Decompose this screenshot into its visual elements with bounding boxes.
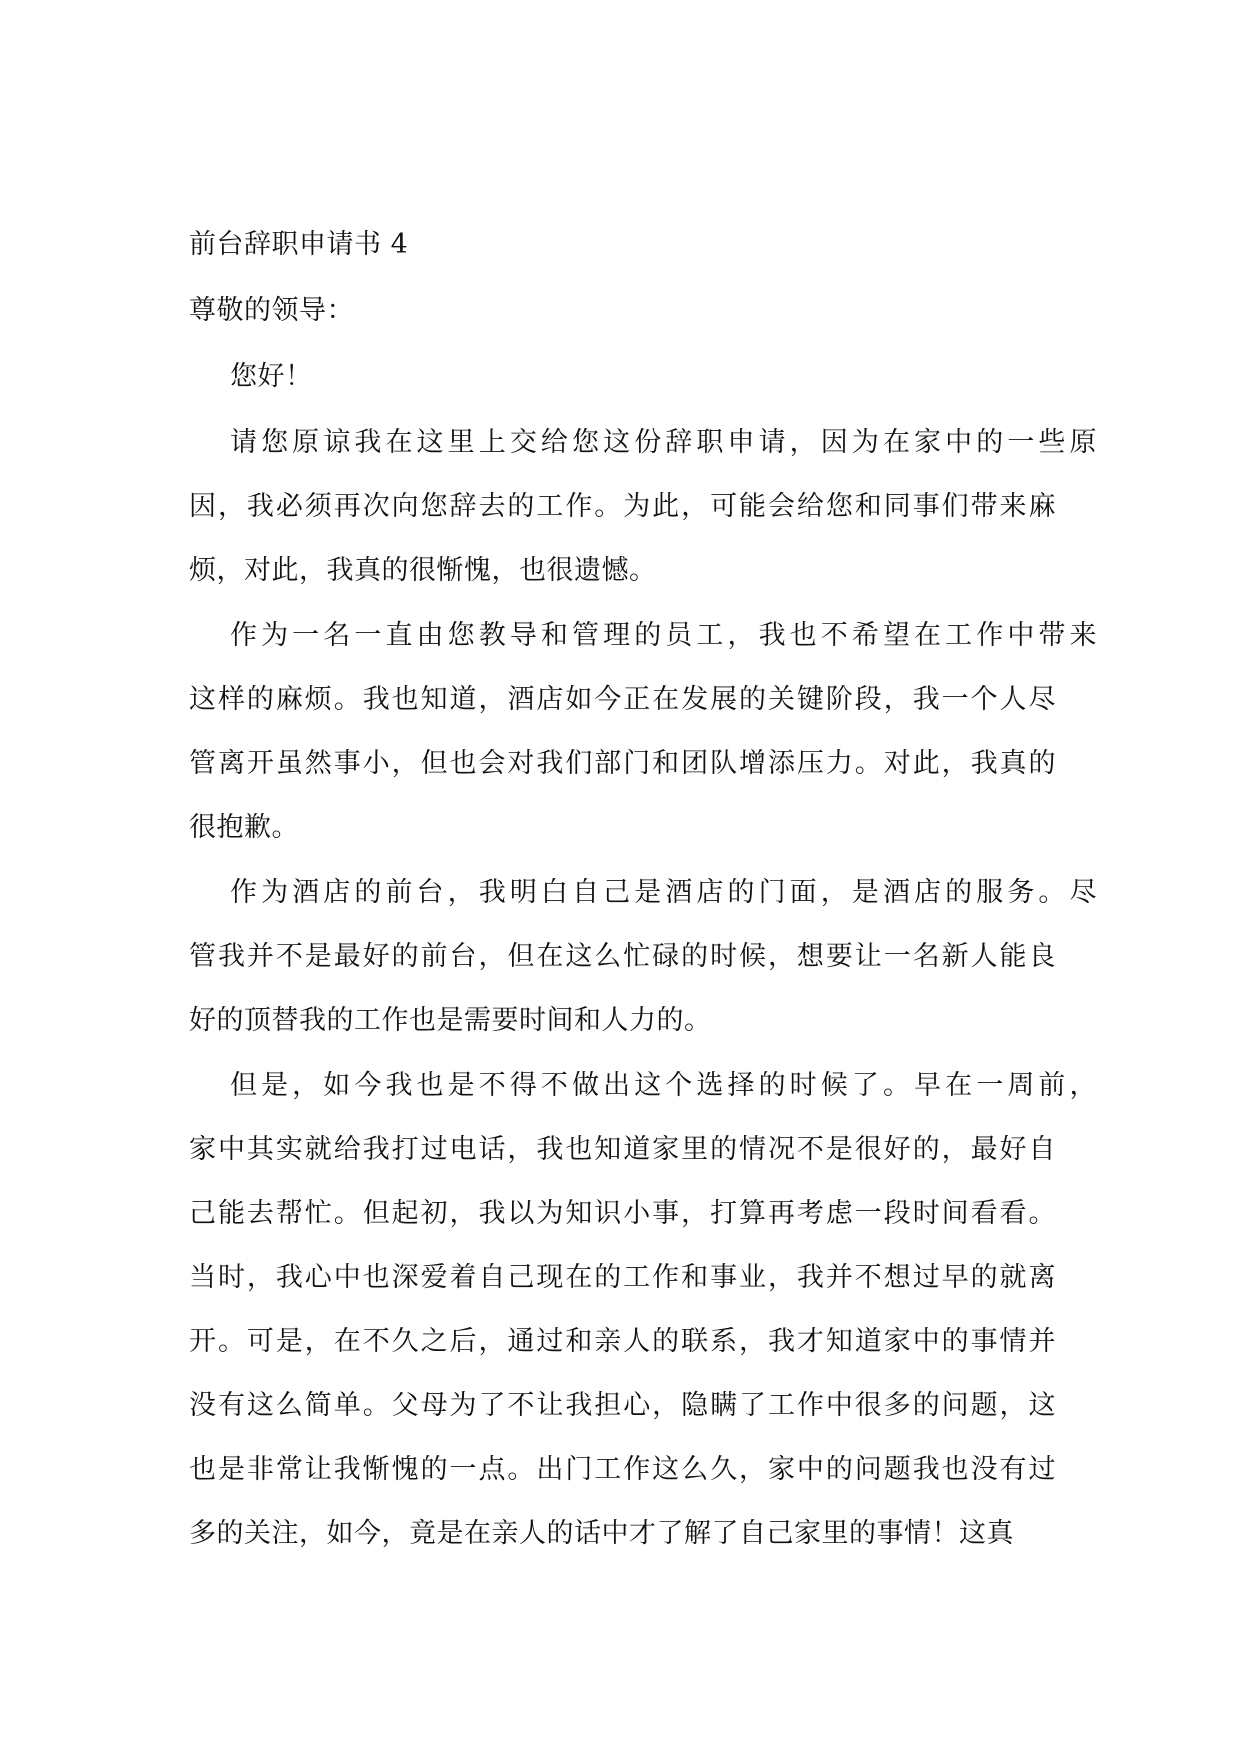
paragraph-line: 也是非常让我惭愧的一点。出门工作这么久，家中的问题我也没有过: [189, 1454, 1056, 1485]
paragraph-line: 因，我必须再次向您辞去的工作。为此，可能会给您和同事们带来麻: [189, 491, 1056, 522]
paragraph-apology: [189, 425, 1097, 589]
paragraph-line: 多的关注，如今，竟是在亲人的话中才了解了自己家里的事情！这真: [189, 1518, 1014, 1549]
paragraph-line: 好的顶替我的工作也是需要时间和人力的。: [189, 1005, 712, 1036]
paragraph-line: 开。可是，在不久之后，通过和亲人的联系，我才知道家中的事情并: [189, 1326, 1056, 1357]
paragraph-line: 没有这么简单。父母为了不让我担心，隐瞒了工作中很多的问题，这: [189, 1390, 1056, 1421]
greeting: 您好！: [230, 361, 313, 392]
paragraph-family: [189, 1068, 1097, 1552]
paragraph-front-desk: [189, 875, 1097, 1039]
paragraph-line: 作为酒店的前台，我明白自己是酒店的门面，是酒店的服务。尽: [230, 877, 1097, 908]
paragraph-line: 管离开虽然事小，但也会对我们部门和团队增添压力。对此，我真的: [189, 748, 1056, 779]
document-title: 前台辞职申请书 4: [189, 229, 409, 260]
paragraph-line: 己能去帮忙。但起初，我以为知识小事，打算再考虑一段时间看看。: [189, 1198, 1056, 1229]
paragraph-line: 家中其实就给我打过电话，我也知道家里的情况不是很好的，最好自: [189, 1134, 1056, 1165]
paragraph-line: 管我并不是最好的前台，但在这么忙碌的时候，想要让一名新人能良: [189, 941, 1056, 972]
paragraph-line: 当时，我心中也深爱着自己现在的工作和事业，我并不想过早的就离: [189, 1262, 1056, 1293]
document-body: [189, 227, 1097, 1581]
paragraph-line: 请您原谅我在这里上交给您这份辞职申请，因为在家中的一些原: [230, 427, 1097, 458]
paragraph-line: 但是，如今我也是不得不做出这个选择的时候了。早在一周前，: [230, 1070, 1097, 1101]
paragraph-line: 很抱歉。: [189, 812, 299, 843]
paragraph-line: 作为一名一直由您教导和管理的员工，我也不希望在工作中带来: [230, 620, 1097, 651]
paragraph-line: 烦，对此，我真的很惭愧，也很遗憾。: [189, 555, 657, 586]
salutation: 尊敬的领导：: [189, 295, 354, 326]
paragraph-line: 这样的麻烦。我也知道，酒店如今正在发展的关键阶段，我一个人尽: [189, 684, 1056, 715]
paragraph-employee: [189, 618, 1097, 846]
